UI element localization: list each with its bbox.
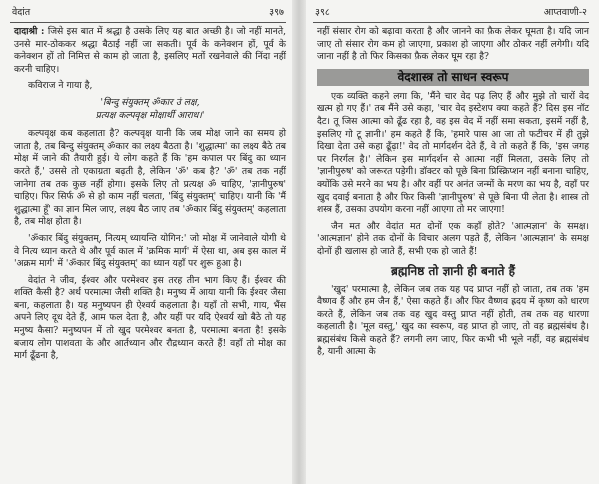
running-title: आप्तवाणी-२ [543,7,587,18]
paragraph-text: जिसे इस बात में श्रद्धा है उसके लिए यह बात अच्छी है। जो नहीं मानते, उनसे मार-ठोककर श्रद्धा बैठाई नहीं जा सकती। पूर्व के कनेक्शन हों, पूर्व के कनेक्शन हों तो निमित्त से काम हो जाता है, इसलिए मतों रखनेवाले की निंदा नहीं करनी चाहिए। [14,26,286,75]
right-page-body [317,26,589,484]
left-page [0,0,296,484]
paragraph: एक व्यक्ति कहने लगा कि, 'मैंने चार वेद पढ़ लिए हैं और मुझे तो चारों वेद खत्म हो गए हैं।' तब मैंने उसे कहा, 'चार वेद इस्टेशप क्या कहते हैं? दिस इस नॉट दैट। तू जिस आत्मा को ढूँढ रहा है, वह इस वेद में नहीं समा सकता, इसमें नहीं है, इसलिए गो टू ज्ञानी।' हम कहते हैं कि, 'हमारे पास आ जा तो फटीचर में ही तुझे दिखा देता उसे कहा ढूँढ़ा!' वेद तो मार्गदर्शन देते हैं, वे तो कहते हैं कि, 'इस जगह पर निरर्गल है।' लेकिन इस मार्गदर्शन से आत्मा नहीं मिलता, उसके लिए तो 'ज्ञानीपुरुष' को जरूरत पड़ेगी। डॉक्टर को पूछे बिना प्रिस्क्रिप्शन नहीं बनाना चाहिए, क्योंकि उसे मरने का भय है। और वहीं पर अनंत जन्मों के मरण का भय है, वहाँ पर खुद दवाई बनाता है और फिर किसी 'ज्ञानीपुरुष' से पूछे बिना पी लेता है। शास्त्र तो शस्त्र हैं, उसका उपयोग करना नहीं आएगा तो मर जाएगा! [317,90,589,216]
paragraph: वेदांत ने जीव, ईश्वर और परमेश्वर इस तरह तीन भाग किए हैं। ईश्वर की शक्ति कैसी है? अर्थ परमात्मा जैसी शक्ति है। मनुष्य में आया यानी कि ईश्वर जैसा बना, कहलाता है। यह मनुष्यपन ही ऐश्वर्य कहलाता है। यहाँ तो सभी, गाय, भैंस अपने लिए दूध देते हैं, आम फल देता है, और यहीं पर यदि ऐश्वर्य खो बैठे तो यह मनुष्य कैसा? मनुष्यपन में तो खुद परमेश्वर बनता है, परमात्मा बनता है! इसके बजाय लोग पाशवता के और आर्तध्यान और रौद्रध्यान करते हैं! वहाँ तो मोक्ष का मार्ग ढूँढना है, [14,274,286,362]
paragraph: नहीं संसार रोग को बढ़ावा करता है और जानने का फ़ैक लेकर घूमता है। यदि जान जाए तो संसार रोग कम हो जाएगा, प्रकाश हो जाएगा और ठोकर नहीं लगेगी। यदि जाना नहीं है तो फिर किसका फ़ैक लेकर घूम रहा है? [317,26,589,63]
section-heading: ब्रह्मनिष्ठ तो ज्ञानी ही बनाते हैं [390,263,516,278]
page-number: ३९८ [315,7,330,18]
left-page-header [12,6,284,20]
paragraph: जैन मत और वेदांत मत दोनों एक कहाँ होते? 'आत्मज्ञान' के समक्ष। 'आत्मज्ञान' होने तक दोनों के विचार अलग पड़ते हैं, लेकिन 'आत्मज्ञान' के समक्ष दोनों ही खलास हो जाते हैं, सभी एक हो जाते हैं! [317,220,589,257]
paragraph: कविराज ने गाया है, [28,80,93,92]
right-page-header [315,6,587,20]
right-page [303,0,599,484]
header-rule [10,22,286,23]
paragraph [14,26,286,76]
paragraph: कल्पवृक्ष कब कहलाता है? कल्पवृक्ष यानी कि जब मोक्ष जाने का समय हो जाता है, तब बिन्दु संयुक्तम् ॐकार का लक्ष्य बैठता है। 'शुद्धात्मा' का लक्ष्य बैठे तब मोक्ष में जाने की तैयारी हुई। ये लोग कहते हैं कि 'हम कपाल पर बिंदु का ध्यान करते हैं,' उससे तो एकाग्रता बढ़ती है, लेकिन 'ॐ' कब है? 'ॐ' तब तक नहीं जानेगा तब तक कुछ नहीं होगा। इसके लिए तो प्रत्यक्ष ॐ चाहिए, 'ज्ञानीपुरुष' चाहिए। फिर सिर्फ ॐ से हो काम नहीं चलता, 'बिंदु संयुक्तम्' चाहिए। यानी कि 'मैं शुद्धात्मा हूँ' का ज्ञान मिल जाए, लक्ष्य बैठ जाए तब 'ॐकार बिंदु संयुक्तम्' कहलाता है, तब मोक्ष होता है। [14,128,286,228]
verse [14,97,286,122]
left-page-body [14,26,286,484]
verse-line: प्रत्यक्ष कल्पवृक्ष मोक्षार्थी आराध।' [95,109,205,121]
running-title: वेदांत [12,7,31,18]
verse-line: 'बिन्दु संयुक्तम् ॐकार उं लक्ष, [100,96,200,108]
section-heading: वेदशास्त्र तो साधन स्वरूप [317,69,589,86]
speaker-label: दादाश्री : [14,26,45,37]
paragraph: 'ॐकार बिंदु संयुक्तम्, नित्यम् ध्यायन्ति योगिन:' जो मोक्ष में जानेवाले योगी थे वे नित्य ध्यान करते थे और पूर्व काल में 'क्रमिक मार्ग' में ऐसा था, अब इस काल में 'अक्रम मार्ग' में 'ॐकार बिंदु संयुक्तम्' का ध्यान यहाँ पर शुरू हुआ है। [14,232,286,270]
header-rule [313,22,589,23]
page-number: ३९७ [269,7,284,18]
paragraph: 'खुद' परमात्मा है, लेकिन जब तक यह पद प्राप्त नहीं हो जाता, तब तक 'हम वैष्णव हैं और हम जैन हैं,' ऐसा कहते हैं। और फिर वैष्णव ह्रदय में कृष्ण को धारण करते हैं, लेकिन जब तक वह खुद वस्तु प्राप्त नहीं होती, तब तक वह धारणा कहलाती है। 'मूल वस्तु,' खुद का स्वरूप, वह प्राप्त हो जाए, तो वह ब्रह्मसंबंध है। ब्रह्मसंबंध किसे कहते हैं? लगनी लग जाए, फिर कभी भी भूले नहीं, वह ब्रह्मसंबंध है, यानी आत्मा के [317,283,589,358]
